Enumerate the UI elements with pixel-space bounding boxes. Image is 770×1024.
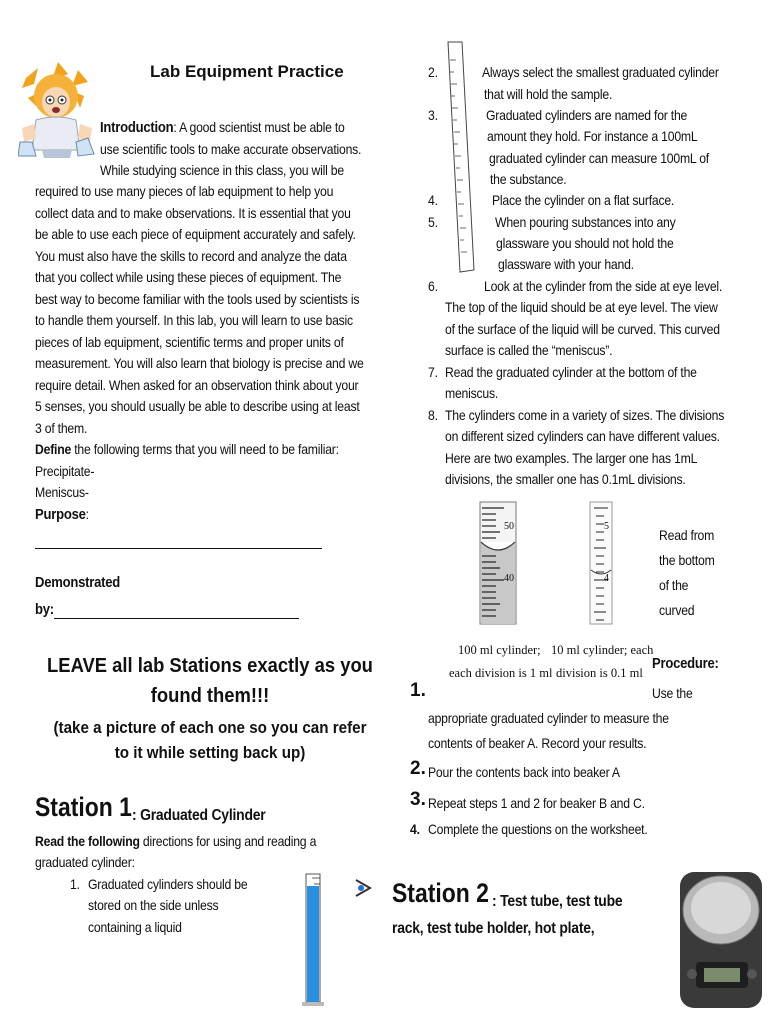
digital-scale-image — [676, 862, 766, 1012]
term-meniscus: Meniscus- — [35, 485, 89, 500]
list-item-line: that will hold the sample. — [484, 87, 613, 102]
page-title: Lab Equipment Practice — [150, 62, 344, 81]
caption-right-line2: division is 0.1 ml — [556, 666, 643, 680]
demonstrated-label: Demonstrated — [35, 575, 121, 591]
list-number: 5. — [428, 215, 438, 230]
eye-icon — [352, 878, 374, 898]
intro-line: You must also have the skills to record and analyze the data — [35, 249, 347, 264]
intro-line: While studying science in this class, you will be — [100, 163, 344, 178]
list-item-line: the substance. — [490, 172, 567, 187]
read-note-line: of the — [659, 578, 689, 593]
list-item-line: surface is called the “meniscus”. — [445, 343, 613, 358]
list-number: 3. — [428, 108, 438, 123]
demonstrated-by-line — [35, 599, 54, 621]
station2-line2: rack, test tube holder, hot plate, — [392, 920, 595, 937]
list-item-line: meniscus. — [445, 386, 499, 401]
intro-line: require detail. When asked for an observation think about your — [35, 378, 359, 393]
list-item-line: divisions, the smaller one has 0.1mL divisions. — [445, 472, 686, 487]
item1-line: Graduated cylinders should be — [88, 877, 248, 892]
list-number: 4. — [428, 193, 438, 208]
station1-sub: : Graduated Cylinder — [132, 807, 266, 824]
read-note-line: the bottom — [659, 553, 715, 568]
read-following-line — [35, 831, 316, 852]
list-item-line: Here are two examples. The larger one has 1mL — [445, 451, 698, 466]
intro-block — [100, 117, 397, 139]
proc-2-number: 2. — [410, 758, 426, 779]
list-item-line: graduated cylinder can measure 100mL of — [489, 151, 709, 166]
station1-big: Station 1 — [35, 792, 132, 822]
proc-1-line: appropriate graduated cylinder to measure the — [428, 711, 669, 726]
intro-line: required to use many pieces of lab equipment to help you — [35, 184, 334, 199]
list-item-line: When pouring substances into any — [495, 215, 676, 230]
list-number: 8. — [428, 408, 438, 423]
proc-1-line: contents of beaker A. Record your results. — [428, 736, 647, 751]
define-label: Define — [35, 442, 72, 457]
intro-line: 3 of them. — [35, 421, 88, 436]
list-item-line: Always select the smallest graduated cylinder — [482, 65, 719, 80]
intro-line: 5 senses, you should usually be able to describe using at least — [35, 399, 360, 414]
intro-line: collect data and to make observations. It is essential that you — [35, 206, 351, 221]
intro-line: that you collect while using these pieces of equipment. The — [35, 270, 342, 285]
purpose-line — [35, 504, 89, 526]
cylinder-label-5: 5 — [604, 521, 609, 532]
leave-notice-line1: LEAVE all lab Stations exactly as you — [47, 655, 373, 677]
read-note-line: Read from — [659, 528, 715, 543]
read-following-bold: Read the following — [35, 834, 140, 849]
list-item-line: The cylinders come in a variety of sizes. The divisions — [445, 408, 725, 423]
ruler-image — [440, 40, 480, 275]
station2-sub: : Test tube, test tube — [492, 893, 623, 910]
by-label: by: — [35, 602, 54, 618]
term-precipitate: Precipitate- — [35, 464, 95, 479]
intro-line: pieces of lab equipment, scientific terms and proper units of — [35, 335, 344, 350]
intro-line: best way to become familiar with the tools used by scientists is — [35, 292, 360, 307]
procedure-label: Procedure: — [652, 656, 719, 672]
list-item-line: of the surface of the liquid will be curved. This curved — [445, 322, 720, 337]
proc-3-number: 3. — [410, 789, 426, 810]
cylinder-figure — [470, 498, 650, 628]
list-item-line: Place the cylinder on a flat surface. — [492, 193, 675, 208]
item1-number: 1. — [70, 877, 80, 892]
proc-2-text: Pour the contents back into beaker A — [428, 765, 620, 780]
define-line — [35, 439, 339, 460]
intro-line: to handle them yourself. In this lab, you will learn to use basic — [35, 313, 353, 328]
caption-right-line1: 10 ml cylinder; each — [551, 643, 654, 657]
list-item-line: Graduated cylinders are named for the — [486, 108, 688, 123]
intro-label: Introduction — [100, 120, 174, 136]
cylinder-label-50: 50 — [504, 521, 514, 532]
proc-1-line: Use the — [652, 686, 693, 701]
list-number: 6. — [428, 279, 438, 294]
item1-line: containing a liquid — [88, 920, 182, 935]
cylinder-label-40: 40 — [504, 573, 514, 584]
proc-4-text: Complete the questions on the worksheet. — [428, 822, 648, 837]
proc-1-number: 1. — [410, 680, 426, 701]
cylinder-label-4: 4 — [604, 573, 609, 584]
read-note-line: curved — [659, 603, 695, 618]
list-item-line: The top of the liquid should be at eye level. The view — [445, 300, 718, 315]
intro-line: measurement. You will also learn that biology is precise and we — [35, 356, 364, 371]
intro-text: : A good scientist must be able to — [173, 120, 345, 135]
proc-4-number: 4. — [410, 822, 420, 837]
list-item-line: amount they hold. For instance a 100mL — [487, 129, 698, 144]
leave-notice-line2: found them!!! — [150, 685, 270, 707]
purpose-label: Purpose — [35, 507, 86, 523]
list-item-line: glassware with your hand. — [498, 257, 634, 272]
define-text: the following terms that you will need to be familiar: — [71, 442, 339, 457]
proc-3-text: Repeat steps 1 and 2 for beaker B and C. — [428, 796, 645, 811]
blue-cylinder-image — [300, 870, 330, 1010]
take-picture-line1: (take a picture of each one so you can refer — [53, 719, 367, 737]
station2-big: Station 2 — [392, 878, 489, 908]
purpose-blank[interactable] — [35, 548, 322, 549]
list-item-line: Read the graduated cylinder at the bottom of the — [445, 365, 697, 380]
list-number: 2. — [428, 65, 438, 80]
list-number: 7. — [428, 365, 438, 380]
demonstrated-blank[interactable] — [54, 618, 299, 619]
intro-line: use scientific tools to make accurate observations. — [100, 142, 362, 157]
scientist-clipart — [18, 58, 96, 158]
caption-left-line1: 100 ml cylinder; — [458, 643, 541, 657]
purpose-colon: : — [85, 507, 89, 522]
caption-left-line2: each division is 1 ml — [449, 666, 553, 680]
read-following-rest: directions for using and reading a — [139, 834, 317, 849]
intro-line: be able to use each piece of equipment accurately and safely. — [35, 227, 356, 242]
list-item-line: glassware you should not hold the — [496, 236, 674, 251]
take-picture-line2: to it while setting back up) — [114, 744, 306, 762]
list-item-line: Look at the cylinder from the side at eye level. — [484, 279, 723, 294]
list-item-line: on different sized cylinders can have different values. — [445, 429, 720, 444]
item1-line: stored on the side unless — [88, 898, 219, 913]
read-following-line2: graduated cylinder: — [35, 855, 135, 870]
